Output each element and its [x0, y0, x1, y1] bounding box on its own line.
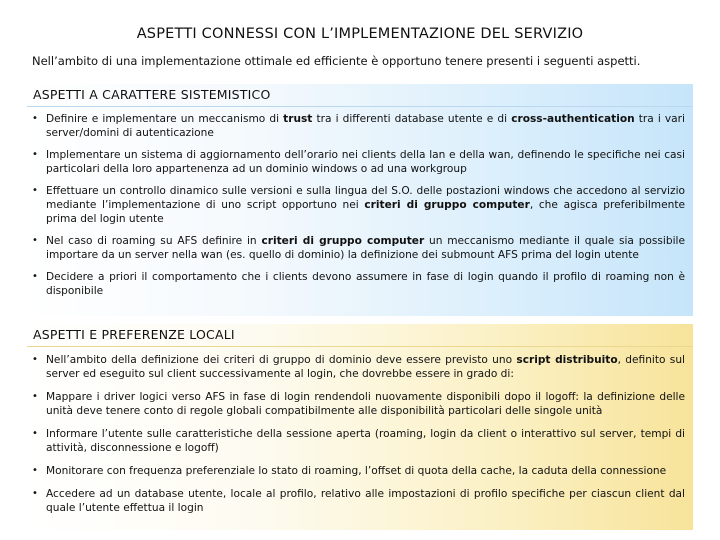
- section-heading: ASPETTI A CARATTERE SISTEMISTICO: [27, 84, 693, 107]
- list-item: • Informare l’utente sulle caratteristiche della sessione aperta (roaming, login da client o interattivo sul server, tempi di attività, disconnessione e logoff): [32, 428, 685, 454]
- list-item: • Mappare i driver logici verso AFS in fase di login rendendoli nuovamente disponibili dopo il logoff: la definizione delle unità deve tenere conto di regole globali compatibilmente alle disponibilità particolari delle singole unità: [32, 391, 685, 417]
- bullet-icon: •: [32, 271, 38, 282]
- list-item: • Effettuare un controllo dinamico sulle versioni e sulla lingua del S.O. delle postazioni windows che accedono al servizio mediante l’implementazione di uno script opportuno nei criteri di gruppo computer, che agisca preferibilmente prima del login utente: [32, 185, 685, 225]
- bullet-icon: •: [32, 113, 38, 124]
- bullet-icon: •: [32, 465, 38, 476]
- section-heading: ASPETTI E PREFERENZE LOCALI: [27, 324, 693, 347]
- bullet-list: [27, 112, 693, 298]
- bullet-icon: •: [32, 235, 38, 246]
- bullet-icon: •: [32, 391, 38, 402]
- bullet-icon: •: [32, 354, 38, 365]
- list-item: • Monitorare con frequenza preferenziale lo stato di roaming, l’offset di quota della cache, la caduta della connessione: [32, 465, 667, 477]
- bullet-icon: •: [32, 149, 38, 160]
- list-item: • Implementare un sistema di aggiornamento dell’orario nei clients della lan e della wan, definendo le specifiche nei casi particolari della loro appartenenza ad un dominio windows o ad una workgroup: [32, 149, 685, 175]
- list-item: • Accedere ad un database utente, locale al profilo, relativo alle impostazioni di profilo specifiche per ciascun client dal quale l’utente effettua il login: [32, 488, 685, 514]
- list-item: • Definire e implementare un meccanismo di trust tra i differenti database utente e di cross-authentication tra i vari server/domini di autenticazione: [32, 113, 685, 139]
- list-item: • Nell’ambito della definizione dei criteri di gruppo di dominio deve essere previsto uno script distribuito, definito sul server ed eseguito sul client successivamente al login, che dovrebbe essere in grado di:: [32, 354, 685, 380]
- bullet-list: [27, 353, 693, 515]
- bullet-icon: •: [32, 428, 38, 439]
- list-item: • Decidere a priori il comportamento che i clients devono assumere in fase di login quando il profilo di roaming non è disponibile: [32, 271, 685, 297]
- bullet-icon: •: [32, 185, 38, 196]
- list-item: • Nel caso di roaming su AFS definire in criteri di gruppo computer un meccanismo mediante il quale sia possibile importare da un server nella wan (es. quello di dominio) la definizione dei submount AFS prima del login utente: [32, 235, 686, 261]
- bullet-icon: •: [32, 488, 38, 499]
- intro-text: Nell’ambito di una implementazione ottimale ed efficiente è opportuno tenere presenti i seguenti aspetti.: [32, 54, 641, 68]
- section-systemic: [27, 84, 693, 316]
- section-local: [27, 324, 693, 530]
- page-title: ASPETTI CONNESSI CON L’IMPLEMENTAZIONE DEL SERVIZIO: [136, 26, 584, 42]
